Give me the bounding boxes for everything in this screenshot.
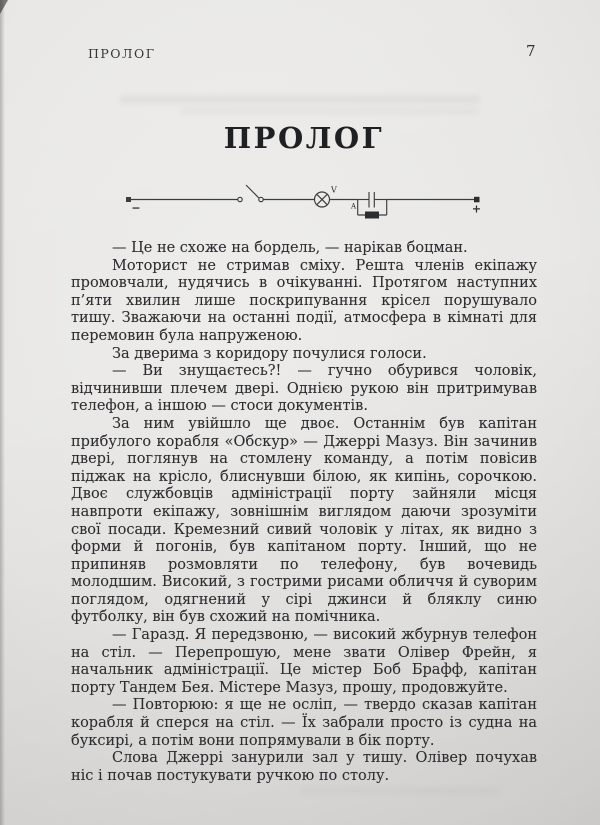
body-text [71,240,537,785]
negative-terminal-label: − [131,201,141,215]
paragraph-7: — Повторюю: я ще не осліп, — твердо сказав капітан корабля й сперся на стіл. — Їх забрали просто із судна на буксирі, а потім вони попрямували в бік порту. [71,697,537,749]
lamp-label: V [331,185,337,195]
paragraph-5: За ним увійшло ще двоє. Останнім був капітан прибулого корабля «Обскур» — Джеррі Мазуз. Він зачинив двері, поглянув на стомлену команду, а потім повісив піджак на крісло, блиснувши білою, як кипінь, сорочкою. Двоє службовців адміністрації порту зайняли місця навпроти екіпажу, зовнішнім виглядом даючи зрозуміти свої посади. Кремезний сивий чоловік у літах, як видно з форми й погонів, був капітаном порту. Інший, що не припиняв розмовляти по телефону, був вочевидь молодшим. Високий, з гострими рисами обличчя й суворим поглядом, одягнений у сірі джинси й бляклу синю футболку, він був схожий на помічника. [71,415,537,626]
photo-left-edge-shadow [0,0,5,825]
photo-corner-artifact [0,0,8,14]
paragraph-1: — Це не схоже на бордель, — нарікав боцман. [112,240,468,256]
paragraph-3: За дверима з коридору почулися голоси. [112,345,427,362]
running-header: ПРОЛОГ [88,46,156,61]
meter-label: A [350,202,356,211]
lamp-symbol [315,186,338,208]
paragraph-8: Слова Джеррі занурили зал у тишу. Олівер почухав ніс і почав постукувати ручкою по столу. [71,750,537,784]
positive-terminal-label: + [471,202,482,216]
page-showthrough-artifact [180,108,480,114]
page-showthrough-artifact [120,96,480,103]
page-number: 7 [526,42,536,60]
paragraph-4: — Ви знущаєтесь?! — гучно обурився чоловік, відчинивши плечем двері. Однією рукою він притримував телефон, а іншою — стоси документів. [71,363,537,415]
switch-symbol [238,185,263,202]
paragraph-6: — Гаразд. Я передзвоню, — високий жбурнув телефон на стіл. — Перепрошую, мене звати Олівер Фрейн, я начальник адміністрації. Це містер Боб Брафф, капітан порту Тандем Бея. Містере Мазуз, прошу, продовжуйте. [71,627,537,696]
paragraph-2: Моторист не стримав сміху. Решта членів екіпажу промовчали, нудячись в очікуванні. Протягом наступних п’яти хвилин лише поскрипування крісел порушувало тишу. Зважаючи на останні події, атмосфера в кімнаті для перемовин була напруженою. [71,257,537,344]
chapter-title: ПРОЛОГ [223,121,385,155]
capacitor-symbol [350,192,387,211]
circuit-ornament [122,181,482,225]
resistor-symbol [358,200,387,219]
page-showthrough-artifact [300,788,500,794]
